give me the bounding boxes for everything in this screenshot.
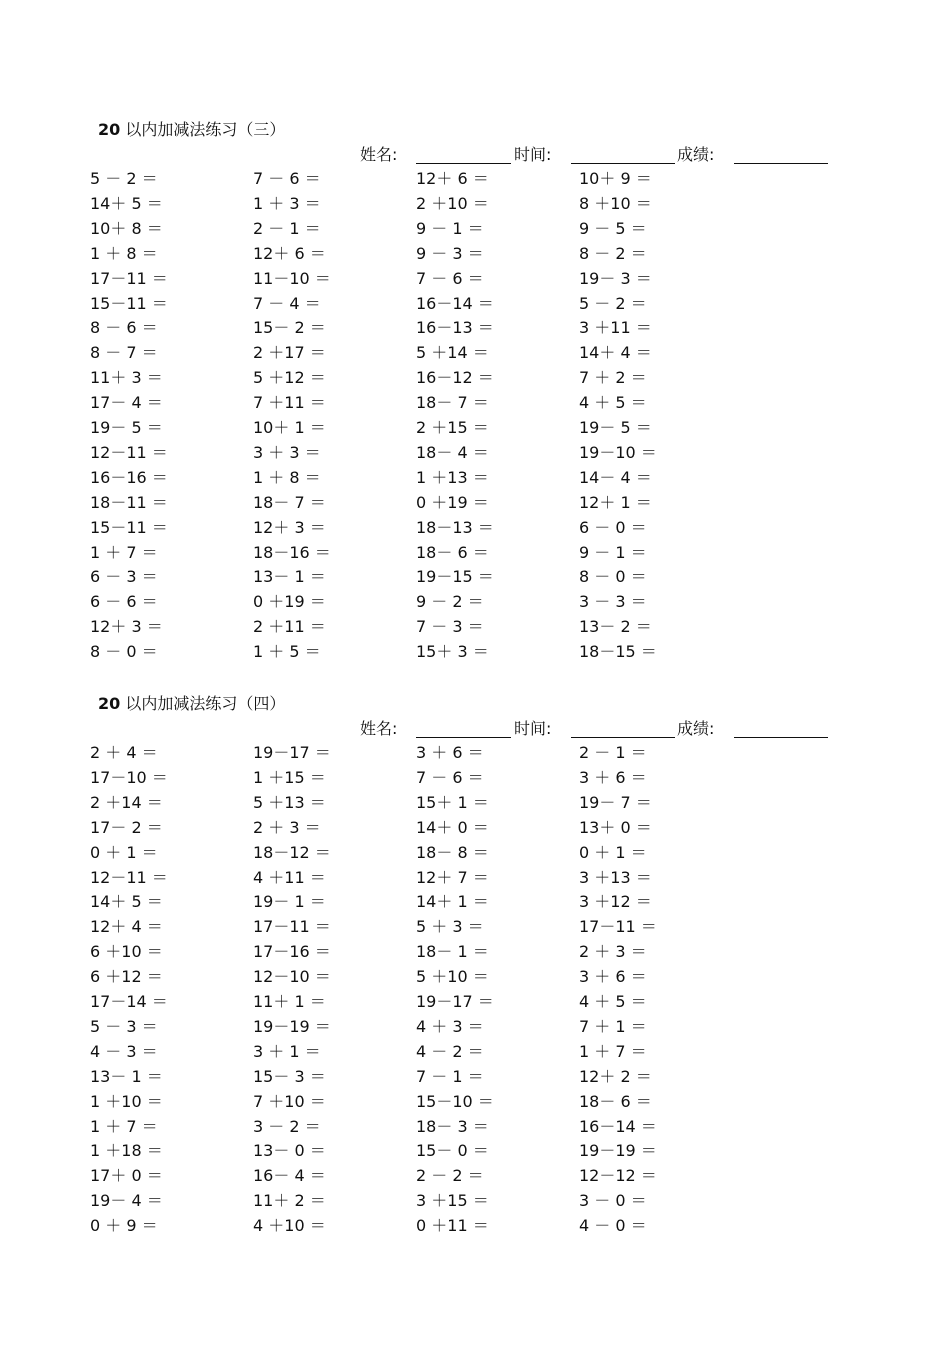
math-problem: 18－ 8 ＝ bbox=[416, 842, 489, 862]
problem-row bbox=[0, 767, 950, 792]
math-problem: 17－11 ＝ bbox=[253, 917, 331, 937]
score-blank-line[interactable] bbox=[734, 737, 828, 738]
math-problem: 1 ＋10 ＝ bbox=[90, 1091, 163, 1111]
math-problem: 18－ 7 ＝ bbox=[253, 492, 326, 512]
math-problem: 1 ＋ 8 ＝ bbox=[253, 467, 321, 487]
math-problem: 19－17 ＝ bbox=[416, 992, 494, 1011]
math-problem: 3 ＋ 6 ＝ bbox=[579, 767, 647, 787]
math-problem: 11＋ 1 ＝ bbox=[253, 992, 326, 1011]
math-problem: 19－ 4 ＝ bbox=[90, 1191, 163, 1211]
math-problem: 4 ＋ 5 ＝ bbox=[579, 992, 647, 1011]
math-problem: 17－ 4 ＝ bbox=[90, 393, 163, 413]
problem-row bbox=[0, 293, 950, 318]
math-problem: 15－11 ＝ bbox=[90, 293, 168, 313]
problem-row bbox=[0, 941, 950, 966]
problem-row bbox=[0, 492, 950, 517]
problem-row bbox=[0, 317, 950, 342]
math-problem: 6 － 0 ＝ bbox=[579, 517, 647, 537]
problem-row bbox=[0, 342, 950, 367]
math-problem: 2 ＋17 ＝ bbox=[253, 343, 326, 363]
math-problem: 5 － 3 ＝ bbox=[90, 1016, 158, 1036]
math-problem: 19－17 ＝ bbox=[253, 743, 331, 762]
math-problem: 0 ＋19 ＝ bbox=[253, 592, 326, 612]
math-problem: 13－ 1 ＝ bbox=[90, 1066, 163, 1086]
math-problem: 12－12 ＝ bbox=[579, 1166, 657, 1186]
math-problem: 12＋ 3 ＝ bbox=[253, 517, 326, 537]
math-problem: 14＋ 1 ＝ bbox=[416, 892, 489, 912]
math-problem: 17－14 ＝ bbox=[90, 992, 168, 1011]
name-blank-line[interactable] bbox=[416, 163, 511, 164]
math-problem: 5 － 2 ＝ bbox=[579, 293, 647, 313]
math-problem: 18－16 ＝ bbox=[253, 542, 331, 562]
problem-row bbox=[0, 1165, 950, 1190]
student-info-row bbox=[360, 144, 840, 166]
problem-row bbox=[0, 616, 950, 641]
name-label: 姓名: bbox=[360, 719, 398, 738]
math-problem: 7 － 6 ＝ bbox=[416, 268, 484, 288]
math-problem: 16－14 ＝ bbox=[579, 1116, 657, 1136]
math-problem: 19－10 ＝ bbox=[579, 442, 657, 462]
math-problem: 16－ 4 ＝ bbox=[253, 1166, 326, 1186]
math-problem: 5 ＋13 ＝ bbox=[253, 792, 326, 812]
problem-row bbox=[0, 1215, 950, 1240]
math-problem: 2 － 1 ＝ bbox=[253, 218, 321, 238]
time-label: 时间: bbox=[514, 719, 552, 738]
math-problem: 1 ＋ 7 ＝ bbox=[90, 1116, 158, 1136]
math-problem: 8 － 7 ＝ bbox=[90, 343, 158, 363]
math-problem: 8 － 6 ＝ bbox=[90, 318, 158, 338]
math-problem: 2 － 2 ＝ bbox=[416, 1166, 484, 1186]
math-problem: 18－15 ＝ bbox=[579, 642, 657, 662]
math-problem: 3 ＋15 ＝ bbox=[416, 1191, 489, 1211]
math-problem: 8 － 0 ＝ bbox=[90, 642, 158, 662]
math-problem: 8 － 2 ＝ bbox=[579, 243, 647, 263]
math-problem: 5 ＋ 3 ＝ bbox=[416, 917, 484, 937]
math-problem: 2 ＋ 4 ＝ bbox=[90, 743, 158, 762]
problem-row bbox=[0, 1066, 950, 1091]
math-problem: 4 － 2 ＝ bbox=[416, 1041, 484, 1061]
math-problem: 1 ＋ 8 ＝ bbox=[90, 243, 158, 263]
math-problem: 19－15 ＝ bbox=[416, 567, 494, 587]
math-problem: 7 － 4 ＝ bbox=[253, 293, 321, 313]
problem-row bbox=[0, 991, 950, 1016]
section-title-number: 20 bbox=[98, 694, 121, 713]
problem-row bbox=[0, 867, 950, 892]
math-problem: 7 ＋ 2 ＝ bbox=[579, 368, 647, 388]
problem-row bbox=[0, 891, 950, 916]
math-problem: 15－ 3 ＝ bbox=[253, 1066, 326, 1086]
math-problem: 3 － 2 ＝ bbox=[253, 1116, 321, 1136]
math-problem: 14－ 4 ＝ bbox=[579, 467, 652, 487]
math-problem: 8 － 0 ＝ bbox=[579, 567, 647, 587]
math-problem: 12－11 ＝ bbox=[90, 442, 168, 462]
math-problem: 0 ＋ 1 ＝ bbox=[90, 842, 158, 862]
math-problem: 18－13 ＝ bbox=[416, 517, 494, 537]
math-problem: 1 ＋ 7 ＝ bbox=[579, 1041, 647, 1061]
math-problem: 12＋ 4 ＝ bbox=[90, 917, 163, 937]
math-problem: 3 ＋11 ＝ bbox=[579, 318, 652, 338]
problem-row bbox=[0, 641, 950, 666]
problem-row bbox=[0, 1140, 950, 1165]
math-problem: 15－11 ＝ bbox=[90, 517, 168, 537]
math-problem: 7 ＋ 1 ＝ bbox=[579, 1016, 647, 1036]
math-problem: 11＋ 3 ＝ bbox=[90, 368, 163, 388]
math-problem: 13－ 2 ＝ bbox=[579, 617, 652, 637]
math-problem: 19－ 7 ＝ bbox=[579, 792, 652, 812]
math-problem: 12＋ 7 ＝ bbox=[416, 867, 489, 887]
problem-row bbox=[0, 243, 950, 268]
math-problem: 15－ 0 ＝ bbox=[416, 1141, 489, 1161]
math-problem: 15－ 2 ＝ bbox=[253, 318, 326, 338]
math-problem: 12＋ 1 ＝ bbox=[579, 492, 652, 512]
problem-row bbox=[0, 842, 950, 867]
math-problem: 9 － 3 ＝ bbox=[416, 243, 484, 263]
problem-row bbox=[0, 218, 950, 243]
score-label: 成绩: bbox=[677, 145, 715, 164]
math-problem: 5 ＋14 ＝ bbox=[416, 343, 489, 363]
problem-row bbox=[0, 817, 950, 842]
math-problem: 10＋ 8 ＝ bbox=[90, 218, 163, 238]
math-problem: 16－14 ＝ bbox=[416, 293, 494, 313]
math-problem: 19－ 1 ＝ bbox=[253, 892, 326, 912]
math-problem: 0 ＋ 1 ＝ bbox=[579, 842, 647, 862]
problem-row bbox=[0, 1091, 950, 1116]
name-label: 姓名: bbox=[360, 145, 398, 164]
math-problem: 17－11 ＝ bbox=[90, 268, 168, 288]
problem-row bbox=[0, 742, 950, 767]
math-problem: 6 ＋10 ＝ bbox=[90, 942, 163, 962]
math-problem: 2 ＋15 ＝ bbox=[416, 418, 489, 437]
problem-row bbox=[0, 467, 950, 492]
math-problem: 3 ＋ 1 ＝ bbox=[253, 1041, 321, 1061]
math-problem: 1 ＋13 ＝ bbox=[416, 467, 489, 487]
section-title-text: 以内加减法练习（三） bbox=[120, 120, 286, 139]
problem-row bbox=[0, 367, 950, 392]
problem-row bbox=[0, 417, 950, 442]
math-problem: 14＋ 5 ＝ bbox=[90, 892, 163, 912]
math-problem: 11－10 ＝ bbox=[253, 268, 331, 288]
problem-row bbox=[0, 591, 950, 616]
math-problem: 4 ＋ 5 ＝ bbox=[579, 393, 647, 413]
math-problem: 4 ＋ 3 ＝ bbox=[416, 1016, 484, 1036]
math-problem: 1 ＋ 7 ＝ bbox=[90, 542, 158, 562]
math-problem: 1 ＋18 ＝ bbox=[90, 1141, 163, 1161]
math-problem: 16－16 ＝ bbox=[90, 467, 168, 487]
math-problem: 4 － 3 ＝ bbox=[90, 1041, 158, 1061]
math-problem: 19－19 ＝ bbox=[579, 1141, 657, 1161]
math-problem: 9 － 1 ＝ bbox=[579, 542, 647, 562]
problem-row bbox=[0, 1116, 950, 1141]
math-problem: 6 ＋12 ＝ bbox=[90, 967, 163, 987]
math-problem: 12＋ 6 ＝ bbox=[253, 243, 326, 263]
math-problem: 0 ＋ 9 ＝ bbox=[90, 1216, 158, 1236]
math-problem: 9 － 2 ＝ bbox=[416, 592, 484, 612]
math-problem: 0 ＋19 ＝ bbox=[416, 492, 489, 512]
math-problem: 3 － 0 ＝ bbox=[579, 1191, 647, 1211]
math-problem: 13－ 1 ＝ bbox=[253, 567, 326, 587]
section-title-number: 20 bbox=[98, 120, 121, 139]
math-problem: 17－11 ＝ bbox=[579, 917, 657, 937]
section-title bbox=[98, 694, 285, 714]
math-problem: 18－12 ＝ bbox=[253, 842, 331, 862]
problem-row bbox=[0, 1016, 950, 1041]
math-problem: 18－11 ＝ bbox=[90, 492, 168, 512]
problem-row bbox=[0, 517, 950, 542]
math-problem: 10＋ 1 ＝ bbox=[253, 418, 326, 437]
math-problem: 6 － 3 ＝ bbox=[90, 567, 158, 587]
math-problem: 19－19 ＝ bbox=[253, 1016, 331, 1036]
time-label: 时间: bbox=[514, 145, 552, 164]
math-problem: 7 － 1 ＝ bbox=[416, 1066, 484, 1086]
section-title bbox=[98, 120, 285, 140]
problem-row bbox=[0, 268, 950, 293]
math-problem: 12＋ 6 ＝ bbox=[416, 169, 489, 188]
math-problem: 18－ 4 ＝ bbox=[416, 442, 489, 462]
math-problem: 19－ 5 ＝ bbox=[579, 418, 652, 437]
math-problem: 10＋ 9 ＝ bbox=[579, 169, 652, 188]
math-problem: 4 ＋11 ＝ bbox=[253, 867, 326, 887]
math-problem: 2 ＋10 ＝ bbox=[416, 193, 489, 213]
math-problem: 0 ＋11 ＝ bbox=[416, 1216, 489, 1236]
math-problem: 19－ 5 ＝ bbox=[90, 418, 163, 437]
math-problem: 16－12 ＝ bbox=[416, 368, 494, 388]
math-problem: 4 ＋10 ＝ bbox=[253, 1216, 326, 1236]
math-problem: 1 ＋15 ＝ bbox=[253, 767, 326, 787]
math-problem: 15－10 ＝ bbox=[416, 1091, 494, 1111]
math-problem: 18－ 7 ＝ bbox=[416, 393, 489, 413]
problem-row bbox=[0, 168, 950, 193]
problem-row bbox=[0, 1041, 950, 1066]
math-problem: 9 － 1 ＝ bbox=[416, 218, 484, 238]
math-problem: 12－11 ＝ bbox=[90, 867, 168, 887]
math-problem: 9 － 5 ＝ bbox=[579, 218, 647, 238]
math-problem: 13－ 0 ＝ bbox=[253, 1141, 326, 1161]
math-problem: 5 － 2 ＝ bbox=[90, 169, 158, 188]
math-problem: 17＋ 0 ＝ bbox=[90, 1166, 163, 1186]
math-problem: 3 － 3 ＝ bbox=[579, 592, 647, 612]
student-info-row bbox=[360, 718, 840, 740]
problem-row bbox=[0, 193, 950, 218]
math-problem: 14＋ 5 ＝ bbox=[90, 193, 163, 213]
problem-row bbox=[0, 792, 950, 817]
math-problem: 5 ＋10 ＝ bbox=[416, 967, 489, 987]
math-problem: 7 － 6 ＝ bbox=[253, 169, 321, 188]
math-problem: 3 ＋13 ＝ bbox=[579, 867, 652, 887]
math-problem: 12＋ 3 ＝ bbox=[90, 617, 163, 637]
math-problem: 2 ＋ 3 ＝ bbox=[253, 817, 321, 837]
math-problem: 17－10 ＝ bbox=[90, 767, 168, 787]
math-problem: 1 ＋ 5 ＝ bbox=[253, 642, 321, 662]
name-blank-line[interactable] bbox=[416, 737, 511, 738]
math-problem: 15＋ 1 ＝ bbox=[416, 792, 489, 812]
math-problem: 2 ＋ 3 ＝ bbox=[579, 942, 647, 962]
math-problem: 12＋ 2 ＝ bbox=[579, 1066, 652, 1086]
math-problem: 16－13 ＝ bbox=[416, 318, 494, 338]
score-label: 成绩: bbox=[677, 719, 715, 738]
math-problem: 4 － 0 ＝ bbox=[579, 1216, 647, 1236]
math-problem: 7 － 3 ＝ bbox=[416, 617, 484, 637]
math-problem: 12－10 ＝ bbox=[253, 967, 331, 987]
math-problem: 17－16 ＝ bbox=[253, 942, 331, 962]
math-problem: 14＋ 4 ＝ bbox=[579, 343, 652, 363]
math-problem: 14＋ 0 ＝ bbox=[416, 817, 489, 837]
math-problem: 7 ＋10 ＝ bbox=[253, 1091, 326, 1111]
score-blank-line[interactable] bbox=[734, 163, 828, 164]
problem-row bbox=[0, 566, 950, 591]
math-problem: 7 － 6 ＝ bbox=[416, 767, 484, 787]
math-problem: 18－ 3 ＝ bbox=[416, 1116, 489, 1136]
time-blank-line[interactable] bbox=[571, 163, 675, 164]
math-problem: 19－ 3 ＝ bbox=[579, 268, 652, 288]
math-problem: 2 ＋11 ＝ bbox=[253, 617, 326, 637]
math-problem: 13＋ 0 ＝ bbox=[579, 817, 652, 837]
math-problem: 1 ＋ 3 ＝ bbox=[253, 193, 321, 213]
math-problem: 3 ＋12 ＝ bbox=[579, 892, 652, 912]
math-problem: 17－ 2 ＝ bbox=[90, 817, 163, 837]
math-problem: 5 ＋12 ＝ bbox=[253, 368, 326, 388]
math-problem: 18－ 6 ＝ bbox=[416, 542, 489, 562]
math-problem: 15＋ 3 ＝ bbox=[416, 642, 489, 662]
math-problem: 3 ＋ 6 ＝ bbox=[579, 967, 647, 987]
math-problem: 6 － 6 ＝ bbox=[90, 592, 158, 612]
math-problem: 18－ 1 ＝ bbox=[416, 942, 489, 962]
section-title-text: 以内加减法练习（四） bbox=[120, 694, 286, 713]
problem-row bbox=[0, 966, 950, 991]
problem-row bbox=[0, 442, 950, 467]
math-problem: 2 － 1 ＝ bbox=[579, 743, 647, 762]
math-problem: 8 ＋10 ＝ bbox=[579, 193, 652, 213]
math-problem: 18－ 6 ＝ bbox=[579, 1091, 652, 1111]
math-problem: 3 ＋ 3 ＝ bbox=[253, 442, 321, 462]
math-problem: 2 ＋14 ＝ bbox=[90, 792, 163, 812]
math-problem: 3 ＋ 6 ＝ bbox=[416, 743, 484, 762]
time-blank-line[interactable] bbox=[571, 737, 675, 738]
problem-row bbox=[0, 1190, 950, 1215]
math-problem: 11＋ 2 ＝ bbox=[253, 1191, 326, 1211]
problem-row bbox=[0, 542, 950, 567]
math-problem: 7 ＋11 ＝ bbox=[253, 393, 326, 413]
problem-row bbox=[0, 392, 950, 417]
problem-row bbox=[0, 916, 950, 941]
